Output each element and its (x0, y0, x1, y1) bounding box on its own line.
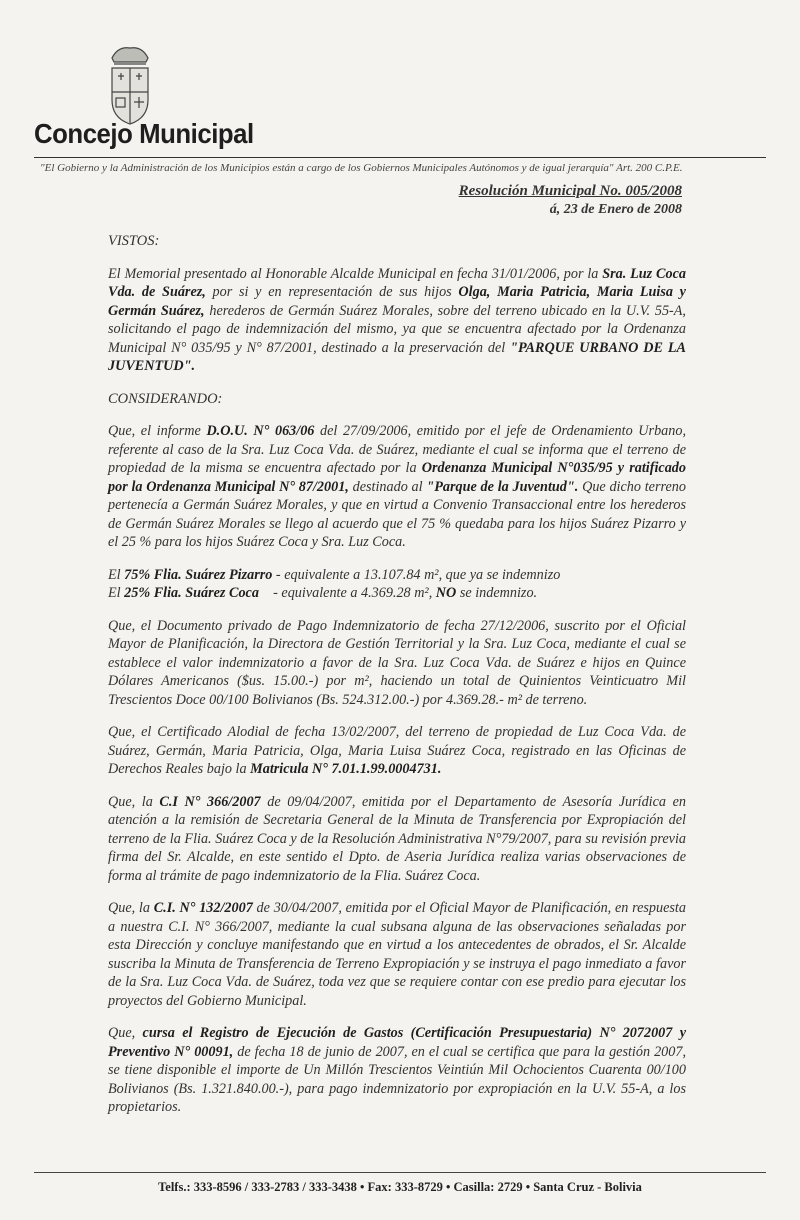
resolution-date: á, 23 de Enero de 2008 (549, 202, 682, 217)
paragraph-certificado-alodial: Que, el Certificado Alodial de fecha 13/02/2007, del terreno de propiedad de Luz Coca Vda. de Suárez, Germán, Maria Patricia, Olga, Maria Luisa Suárez Coca, registrado en las Oficinas de Derechos Reales bajo la Matricula N° 7.01.1.99.0004731. (108, 724, 686, 777)
resolution-block (459, 182, 682, 218)
resolution-number: Resolución Municipal No. 005/2008 (458, 183, 682, 199)
header-motto: "El Gobierno y la Administración de los Municipios están a cargo de los Gobiernos Municipales Autónomos y de igual jerarquía" Art. 200 C.P.E. (40, 162, 683, 174)
paragraph-registro-gastos: Que, cursa el Registro de Ejecución de Gastos (Certificación Presupuestaria) N° 2072007 y Preventivo N° 00091, de fecha 18 de junio de 2007, en el cual se certifica que para la gestión 2007, se tiene disponible el importe de Un Millón Trescientos Veintiún Mil Ochocientos Cuarenta 00/100 Bolivianos (Bs. 1.321.840.00.-), para pago indemnizatorio por expropiación en la U.V. 55-A, a los propietarios. (108, 1025, 687, 1115)
section-vistos: VISTOS: (108, 233, 160, 249)
paragraph-informe-dou: Que, el informe D.O.U. N° 063/06 del 27/09/2006, emitido por el jefe de Ordenamiento Urbano, referente al caso de la Sra. Luz Coca Vda. de Suárez, mediante el cual se informa que el terreno de propiedad de la misma se encuentra afectado por la Ordenanza Municipal N°035/95 y ratificado por la Ordenanza Municipal N° 87/2001, destinado al "Parque de la Juventud". Que dicho terreno pertenecía a Germán Suárez Morales, y que en virtud a Convenio Transaccional entre los herederos de Germán Suárez Morales se llego al acuerdo que el 75 % quedaba para los hijos Suárez Pizarro y el 25 % para los hijos Suárez Coca y Sra. Luz Coca. (108, 423, 686, 550)
header-title: Concejo Municipal (34, 118, 254, 149)
section-considerando: CONSIDERANDO: (108, 390, 223, 407)
paragraph-ci-132: Que, la C.I. N° 132/2007 de 30/04/2007, emitida por el Oficial Mayor de Planificación, en respuesta a nuestra C.I. N° 366/2007, mediante la cual subsana alguna de las observaciones señaladas por esta Dirección y concluye manifestando que en virtud a los antecedentes de obrados, el Sr. Alcalde suscriba la Minuta de Transferencia de Terreno Expropiación y se instruya el pago inmediato a favor de la Sra. Luz Coca Vda. de Suárez, toda vez que se requiere contar con ese predio para ejecutar los proyectos del Gobierno Municipal. (108, 900, 686, 1009)
paragraph-percentages: El 75% Flia. Suárez Pizarro - equivalente a 13.107.84 m², que ya se indemnizo El 25% Flia. Suárez Coca - equivalente a 4.369.28 m², NO se indemnizo. (108, 566, 561, 601)
paragraph-ci-366: Que, la C.I N° 366/2007 de 09/04/2007, emitida por el Departamento de Asesoría Jurídica en atención a la remisión de Secretaria General de la Minuta de Transferencia por Expropiación del terreno de la Flia. Suárez Coca y de la Resolución Administrativa N°79/2007, para su revisión previa firma del Sr. Alcalde, en este sentido el Dpto. de Aseria Jurídica realiza varias observaciones de forma al trámite de pago indemnizatorio de la Flia. Suárez Coca. (108, 793, 686, 884)
paragraph-documento-privado: Que, el Documento privado de Pago Indemnizatorio de fecha 27/12/2006, suscrito por el Oficial Mayor de Planificación, la Directora de Gestión Territorial y la Sra. Luz Coca, mediante el cual se establece el valor indemnizatorio a favor de la Sra. Luz Coca Vda. de Suárez e hijos en Quince Dólares Americanos ($us. 15.00.-) por m², haciendo un total de Quinientos Veinticuatro Mil Trescientos Doce 00/100 Bolivianos (Bs. 524.312.00.-) por 4.369.28.- m² de terreno. (108, 617, 686, 708)
paragraph-memorial: El Memorial presentado al Honorable Alcalde Municipal en fecha 31/01/2006, por la Sra. Luz Coca Vda. de Suárez, por si y en representación de sus hijos Olga, Maria Patricia, Maria Luisa y Germán Suárez, herederos de Germán Suárez Morales, sobre del terreno ubicado en la U.V. 55-A, solicitando el pago de indemnización del mismo, ya que se encuentra afectado por la Ordenanza Municipal N° 035/95 y N° 87/2001, destinado a la preservación del "PARQUE URBANO DE LA JUVENTUD". (108, 265, 686, 374)
document-body (108, 232, 686, 1131)
footer-contact: Telfs.: 333-8596 / 333-2783 / 333-3438 • Fax: 333-8729 • Casilla: 2729 • Santa Cruz - Bolivia (158, 1180, 642, 1194)
footer-rule (34, 1172, 766, 1173)
header-rule (34, 157, 766, 158)
